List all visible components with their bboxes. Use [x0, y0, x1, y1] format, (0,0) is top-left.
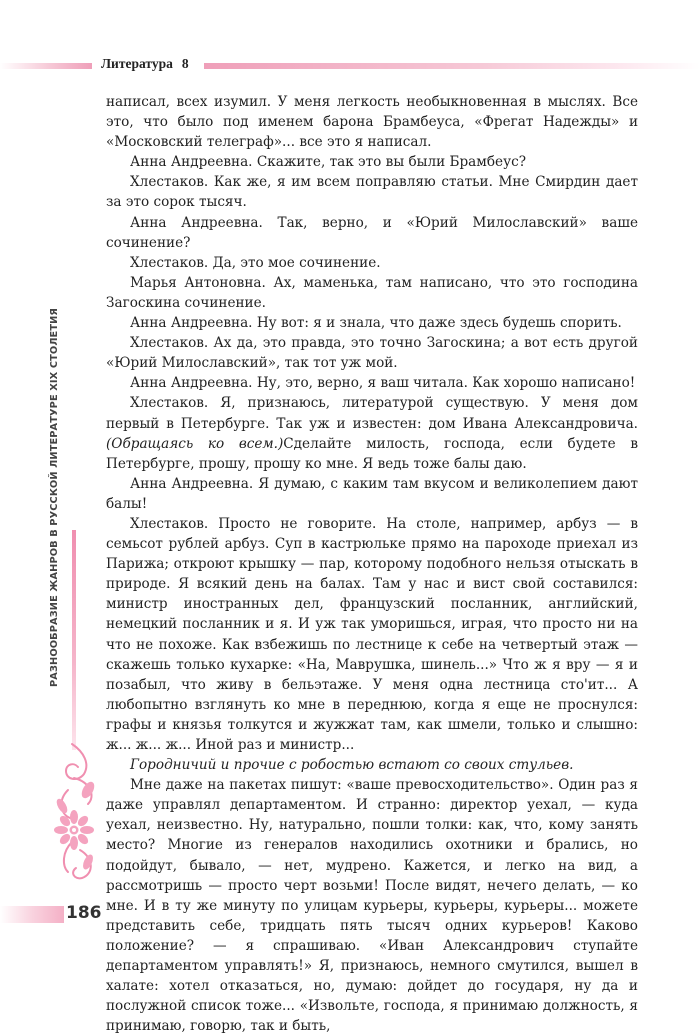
- running-header: [101, 56, 189, 72]
- page-body-text: [106, 92, 638, 1036]
- page-number: 186: [66, 903, 102, 923]
- paragraph-text: Сделайте милость, господа, если будете в Петербурге, прошу, прошу ко мне. Я ведь тоже балы даю.: [106, 435, 638, 472]
- sidebar-decor-line: [72, 530, 76, 750]
- header-decor-bar-right: [204, 63, 700, 69]
- paragraph: Марья Антоновна. Ах, маменька, там написано, что это господина Загоскина сочинение.: [106, 274, 638, 311]
- paragraph: Анна Андреевна. Скажите, так это вы были Брамбеус?: [130, 154, 526, 171]
- floral-ornament-icon: [54, 738, 100, 898]
- section-title-vertical: РАЗНООБРАЗИЕ ЖАНРОВ В РУССКОЙ ЛИТЕРАТУРЕ XIX СТОЛЕТИЯ: [49, 307, 60, 687]
- paragraph: Хлестаков. Просто не говорите. На столе, например, арбуз — в семьсот рублей арбуз. Суп в кастрюльке прямо на пароходе приехал из Парижа; откроют крышку — пар, которому подобного нельзя отыскать в природе. Я всякий день на балах. Там у нас и вист свой составился: министр иностранных дел, французский посланник, английский, немецкий посланник и я. И уж так уморишься, играя, что просто ни на что не похоже. Как взбежишь по лестнице к себе на четвертый этаж — скажешь только кухарке: «На, Маврушка, шинель...» Что ж я вру — я и позабыл, что живу в бельэтаже. У меня одна лестница сто'ит... А любопытно взглянуть ко мне в переднюю, когда я еще не проснулся: графы и князья толкутся и жужжат там, как шмели, только и слышно: ж... ж... ж... Иной раз и министр...: [106, 515, 638, 753]
- paragraph: Хлестаков. Как же, я им всем поправляю статьи. Мне Смирдин дает за это сорок тысяч.: [106, 174, 638, 211]
- paragraph: Анна Андреевна. Так, верно, и «Юрий Милославский» ваше сочинение?: [106, 214, 638, 251]
- footer-decor-bar: [0, 906, 64, 923]
- paragraph: Анна Андреевна. Ну, это, верно, я ваш читала. Как хорошо написано!: [130, 375, 636, 392]
- paragraph: Хлестаков. Ах да, это правда, это точно Загоскина; а вот есть другой «Юрий Милославский», так тот уж мой.: [106, 335, 638, 372]
- header-decor-bar-left: [0, 63, 92, 69]
- paragraph: Анна Андреевна. Я думаю, с каким там вкусом и великолепием дают балы!: [106, 475, 638, 512]
- paragraph: Анна Андреевна. Ну вот: я и знала, что даже здесь будешь спорить.: [130, 315, 622, 332]
- stage-direction: Городничий и прочие с робостью встают со своих стульев.: [130, 757, 574, 774]
- paragraph-text: Хлестаков. Я, признаюсь, литературой существую. У меня дом первый в Петербурге. Так уж и известен: дом Ивана Александровича.: [106, 395, 638, 432]
- stage-direction: (Обращаясь ко всем.): [106, 435, 284, 452]
- header-grade: 8: [181, 56, 189, 71]
- paragraph: Хлестаков. Да, это мое сочинение.: [130, 254, 381, 271]
- paragraph: [106, 393, 638, 473]
- paragraph: Мне даже на пакетах пишут: «ваше превосходительство». Один раз я даже управлял департаментом. И странно: директор уехал, — куда уехал, неизвестно. Ну, натурально, пошли толки: как, что, кому занять место? Многие из генералов находились охотники и брались, но подойдут, бывало, — нет, мудрено. Кажется, и легко на вид, а рассмотришь — просто черт возьми! После видят, нечего делать, — ко мне. И в ту же минуту по улицам курьеры, курьеры, курьеры... можете представить себе, тридцать пять тысяч одних курьеров! Каково положение? — я спрашиваю. «Иван Александрович ступайте департаментом управлять!» Я, признаюсь, немного смутился, вышел в халате: хотел отказаться, но, думаю: дойдет до государя, ну да и послужной список тоже... «Извольте, господа, я принимаю должность, я принимаю, говорю, так и быть,: [106, 777, 638, 1035]
- header-subject: Литература: [101, 56, 173, 71]
- paragraph: написал, всех изумил. У меня легкость необыкновенная в мыслях. Все это, что было под именем барона Брамбеуса, «Фрегат Надежды» и «Московский телеграф»... все это я написал.: [106, 94, 638, 151]
